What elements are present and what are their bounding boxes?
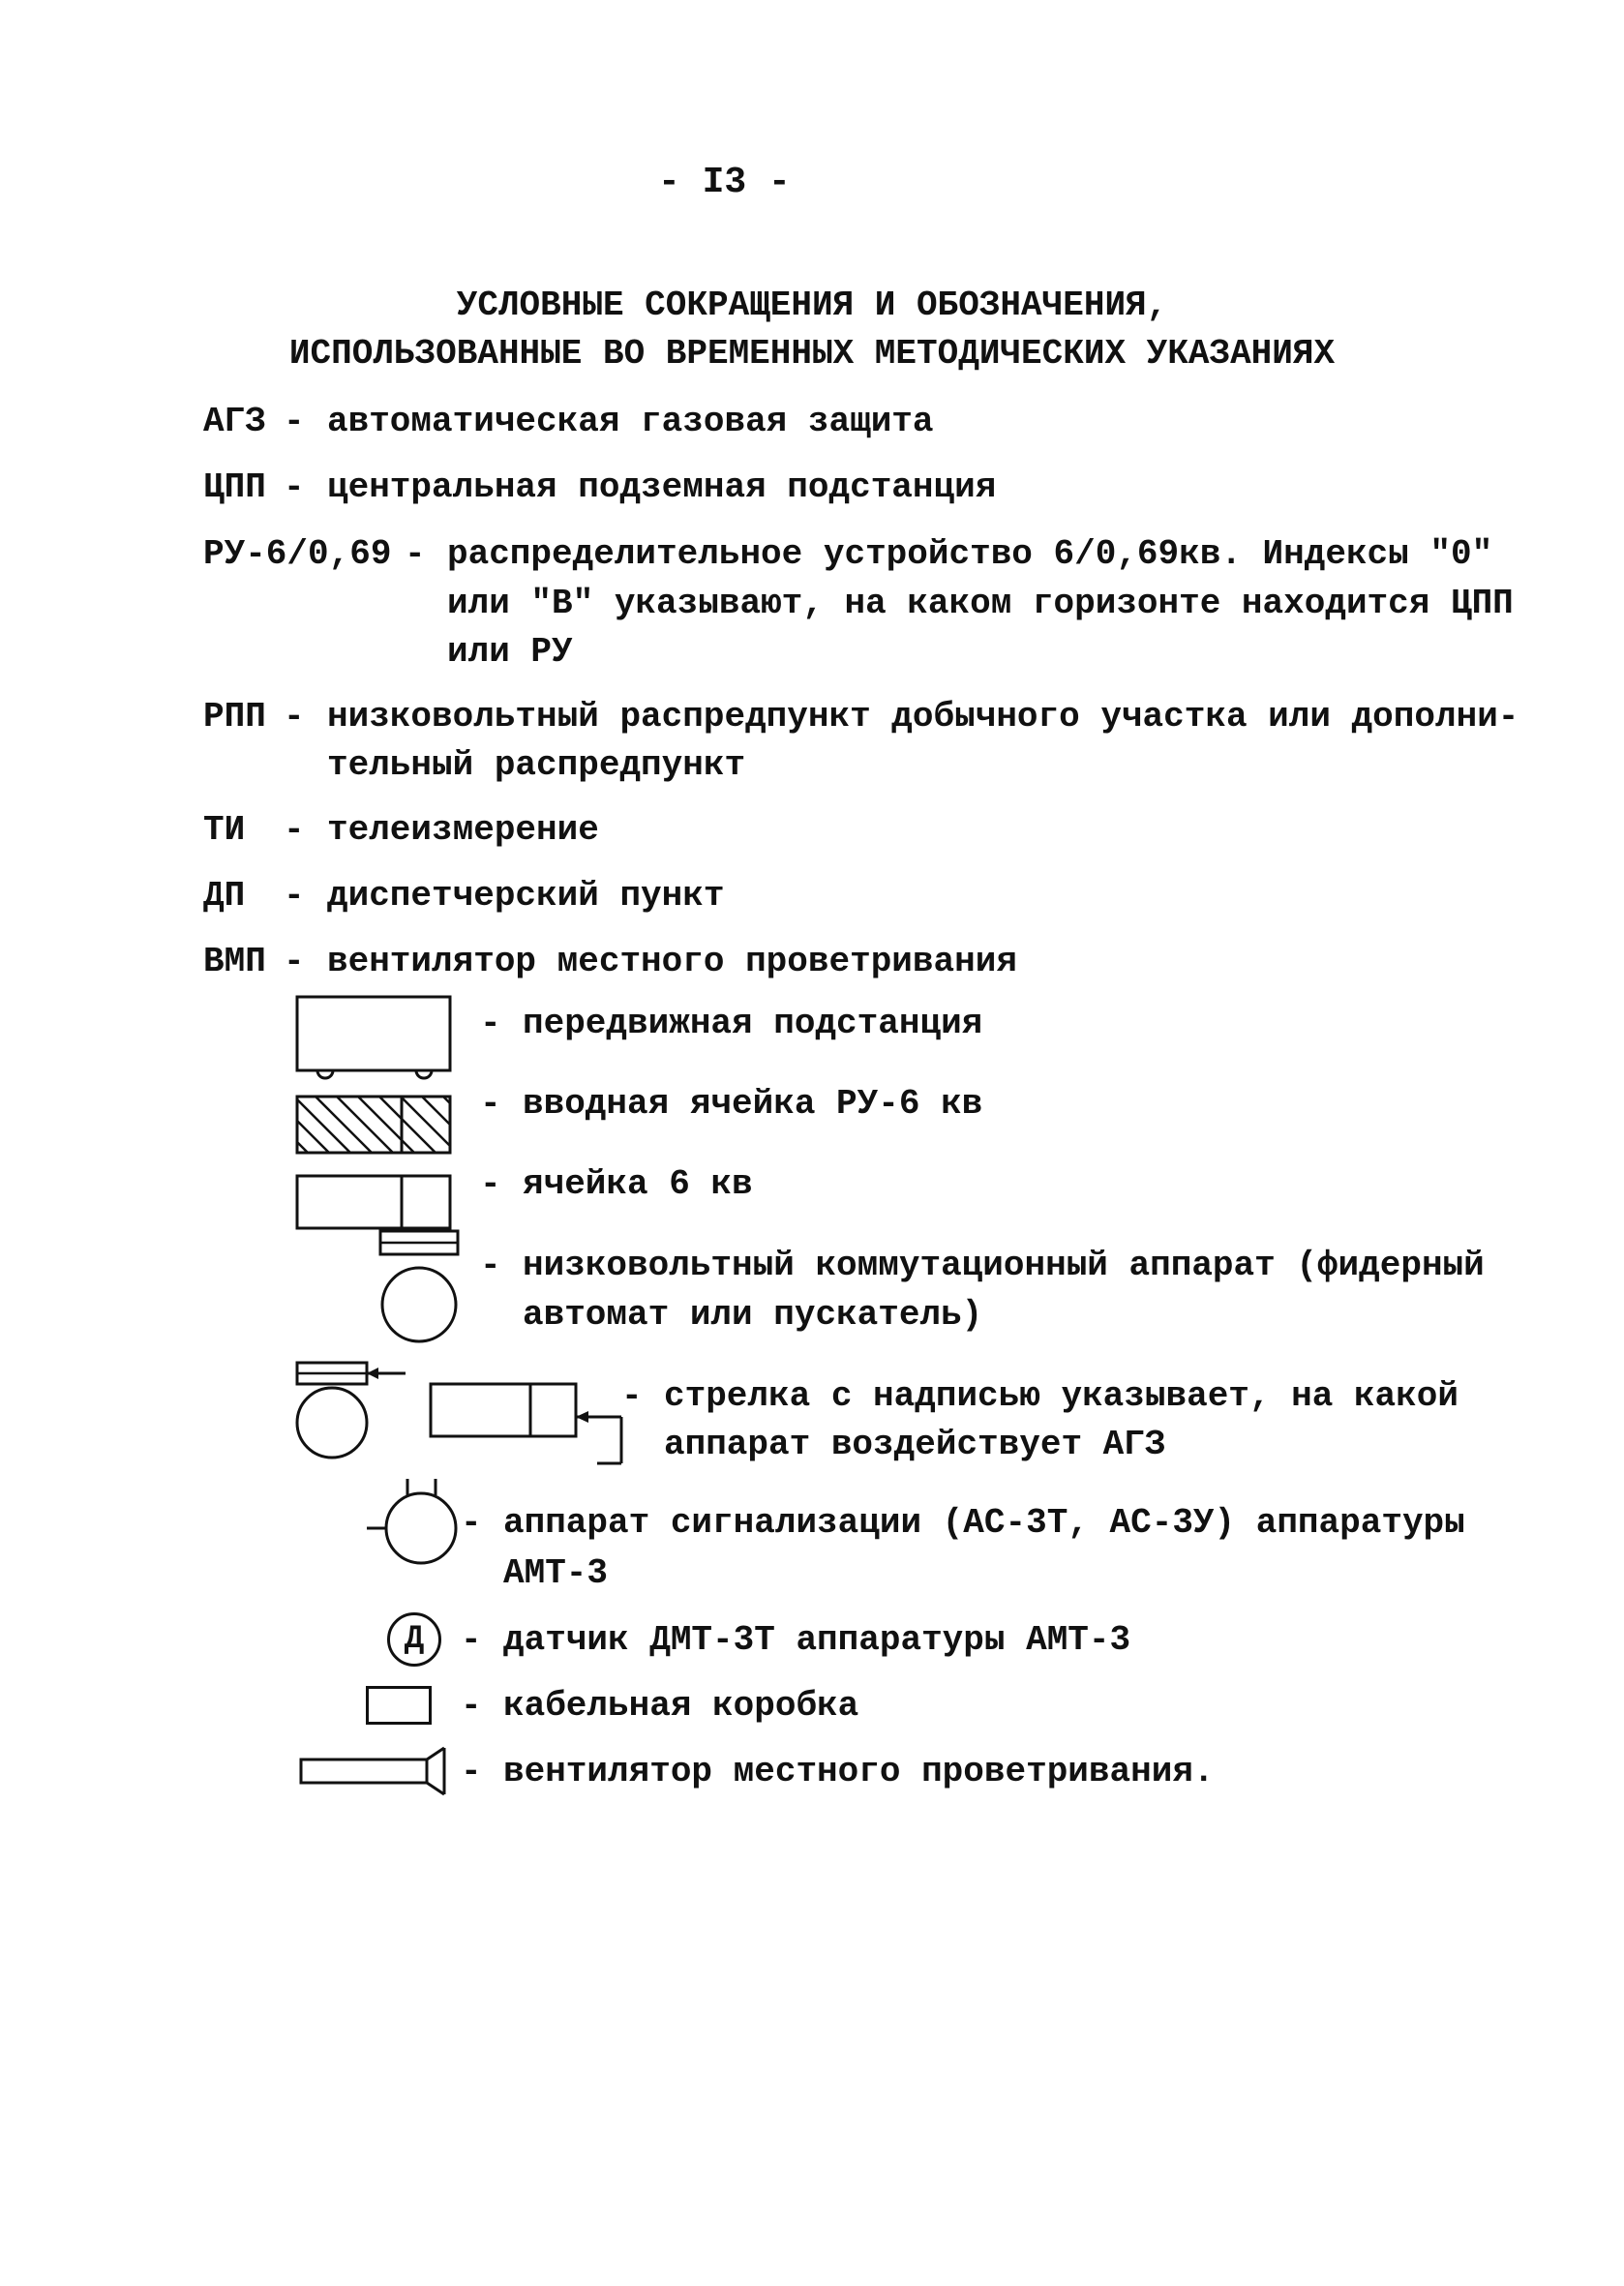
page-number: - I3 - [658, 162, 791, 203]
symbol-dash: - [480, 1004, 501, 1043]
symbol-description: автомат или пускатель) [523, 1295, 983, 1335]
symbol-description: передвижная подстанция [523, 1004, 983, 1043]
abbr-term: АГЗ [203, 402, 266, 441]
symbol-description: аппарат сигнализации (АС-3Т, АС-3У) аппаратуры [503, 1503, 1465, 1543]
abbr-dash: - [284, 876, 305, 916]
symbol-dash: - [461, 1752, 482, 1791]
abbr-dash: - [284, 467, 305, 507]
input-cell-icon [290, 1092, 460, 1159]
abbr-term: ТИ [203, 810, 246, 850]
abbr-definition: диспетчерский пункт [327, 876, 725, 916]
abbr-term: ЦПП [203, 467, 266, 507]
symbol-description: стрелка с надписью указывает, на какой [664, 1376, 1459, 1416]
symbol-description: АМТ-3 [503, 1553, 609, 1593]
signal-device-icon [363, 1473, 469, 1579]
abbr-definition: низковольтный распредпункт добычного участка или дополни- [327, 697, 1519, 737]
cable-box-icon [366, 1686, 432, 1725]
abbr-definition: распределительное устройство 6/0,69кв. Индексы "0" [447, 534, 1493, 574]
title-line-1: УСЛОВНЫЕ СОКРАЩЕНИЯ И ОБОЗНАЧЕНИЯ, [456, 286, 1168, 325]
abbr-definition: телеизмерение [327, 810, 599, 850]
abbr-dash: - [284, 942, 305, 981]
abbr-dash: - [284, 810, 305, 850]
symbol-description: вентилятор местного проветривания. [503, 1752, 1215, 1791]
fan-icon [295, 1744, 460, 1798]
abbr-definition: вентилятор местного проветривания [327, 942, 1017, 981]
abbr-dash: - [405, 534, 426, 574]
switching-device-icon [373, 1227, 469, 1348]
abbr-term: РПП [203, 697, 266, 737]
symbol-description: вводная ячейка РУ-6 кв [523, 1084, 983, 1124]
symbol-dash: - [461, 1686, 482, 1726]
abbr-dash: - [284, 402, 305, 441]
symbol-description: датчик ДМТ-3Т аппаратуры АМТ-3 [503, 1620, 1131, 1660]
symbol-dash: - [480, 1164, 501, 1204]
sensor-letter: Д [404, 1621, 425, 1658]
symbol-dash: - [621, 1376, 643, 1416]
symbol-dash: - [461, 1620, 482, 1660]
abbr-term: ВМП [203, 942, 266, 981]
abbr-dash: - [284, 697, 305, 737]
abbr-definition: или "В" указывают, на каком горизонте находится ЦПП [447, 584, 1514, 623]
agz-arrow-icon [286, 1355, 634, 1476]
symbol-description: ячейка 6 кв [523, 1164, 753, 1204]
symbol-dash: - [461, 1503, 482, 1543]
sensor-icon [387, 1612, 441, 1667]
abbr-term: ДП [203, 876, 246, 916]
symbol-dash: - [480, 1084, 501, 1124]
symbol-description: кабельная коробка [503, 1686, 859, 1726]
abbr-definition: или РУ [447, 632, 573, 672]
mobile-substation-icon [290, 991, 460, 1088]
abbr-definition: автоматическая газовая защита [327, 402, 934, 441]
abbr-definition: центральная подземная подстанция [327, 467, 997, 507]
abbr-definition: тельный распредпункт [327, 745, 746, 785]
symbol-description: аппарат воздействует АГЗ [664, 1425, 1166, 1464]
symbol-description: низковольтный коммутационный аппарат (фидерный [523, 1246, 1485, 1285]
title-line-2: ИСПОЛЬЗОВАННЫЕ ВО ВРЕМЕННЫХ МЕТОДИЧЕСКИХ УКАЗАНИЯХ [288, 334, 1336, 374]
symbol-dash: - [480, 1246, 501, 1285]
abbr-term: РУ-6/0,69 [203, 534, 392, 574]
cell-6kv-icon [290, 1171, 460, 1235]
